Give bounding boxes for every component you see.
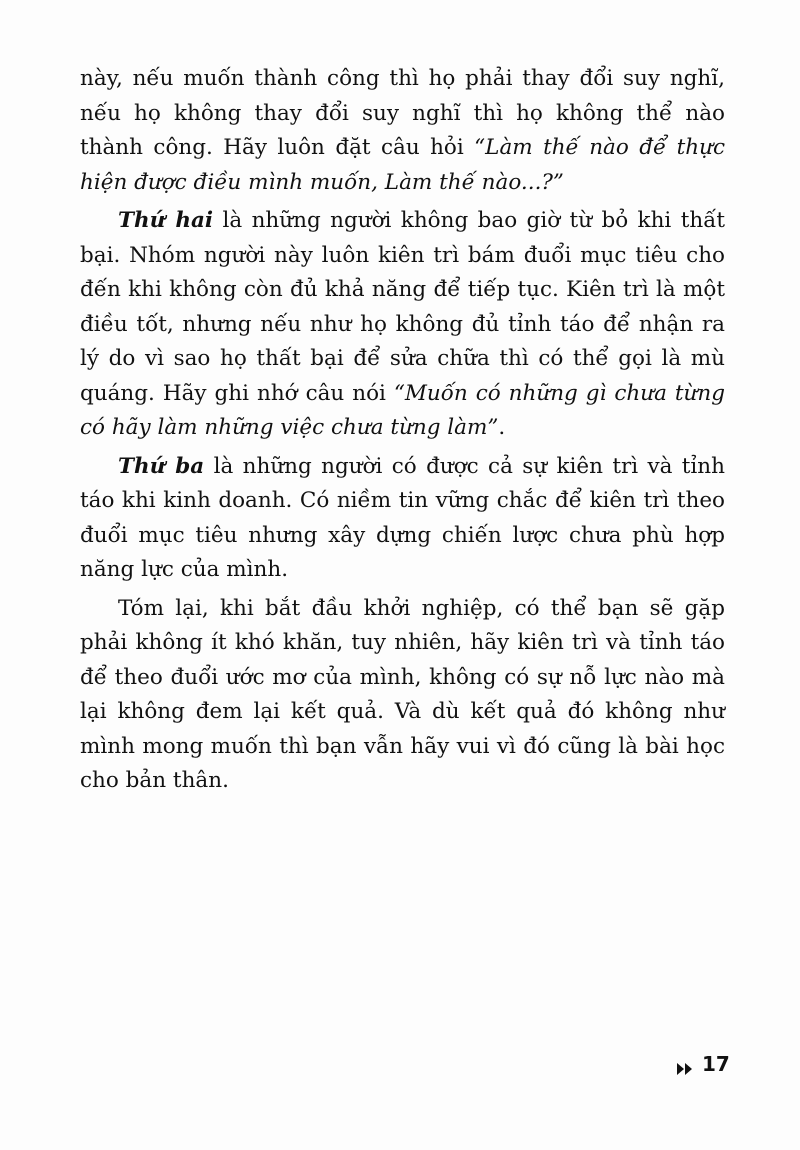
paragraph-1-quote: “Làm thế nào để thực hiện được điều mình muốn, Làm thế nào...?”	[80, 135, 726, 195]
paragraph-3-lead: Thứ ba	[118, 453, 205, 479]
paragraph-2-lead: Thứ hai	[118, 208, 214, 233]
page-number: 17	[702, 1052, 730, 1076]
double-chevron-right-icon	[676, 1057, 694, 1071]
paragraph-2-quote: “Muốn có những gì chưa từng có hãy làm những việc chưa từng làm”	[80, 380, 726, 440]
paragraph-2-tail: .	[498, 415, 506, 440]
paragraph-3-text: là những người có được cả sự kiên trì và tỉnh táo khi kinh doanh. Có niềm tin vững chắc để kiên trì theo đuổi mục tiêu nhưng xây dựng chiến lược chưa phù hợp năng lực của mình.	[80, 453, 725, 582]
paragraph-2-text: là những người không bao giờ từ bỏ khi thất bại. Nhóm người này luôn kiên trì bám đuổi mục tiêu cho đến khi không còn đủ khả năng để tiếp tục. Kiên trì là một điều tốt, nhưng nếu như họ không đủ tỉnh táo để nhận ra lý do vì sao họ thất bại để sửa chữa thì có thể gọi là mù quáng. Hãy ghi nhớ câu nói	[80, 208, 726, 406]
paragraph-1	[80, 62, 725, 200]
body-text	[80, 62, 725, 803]
paragraph-1-text: này, nếu muốn thành công thì họ phải thay đổi suy nghĩ, nếu họ không thay đổi suy nghĩ thì họ không thể nào thành công. Hãy luôn đặt câu hỏi	[80, 66, 725, 160]
paragraph-3	[80, 450, 725, 588]
paragraph-4	[80, 592, 725, 799]
page-footer	[676, 1052, 730, 1076]
paragraph-4-text: Tóm lại, khi bắt đầu khởi nghiệp, có thể bạn sẽ gặp phải không ít khó khăn, tuy nhiên, hãy kiên trì và tỉnh táo để theo đuổi ước mơ của mình, không có sự nỗ lực nào mà lại không đem lại kết quả. Và dù kết quả đó không như mình mong muốn thì bạn vẫn hãy vui vì đó cũng là bài học cho bản thân.	[80, 595, 725, 793]
paragraph-2	[80, 204, 725, 446]
